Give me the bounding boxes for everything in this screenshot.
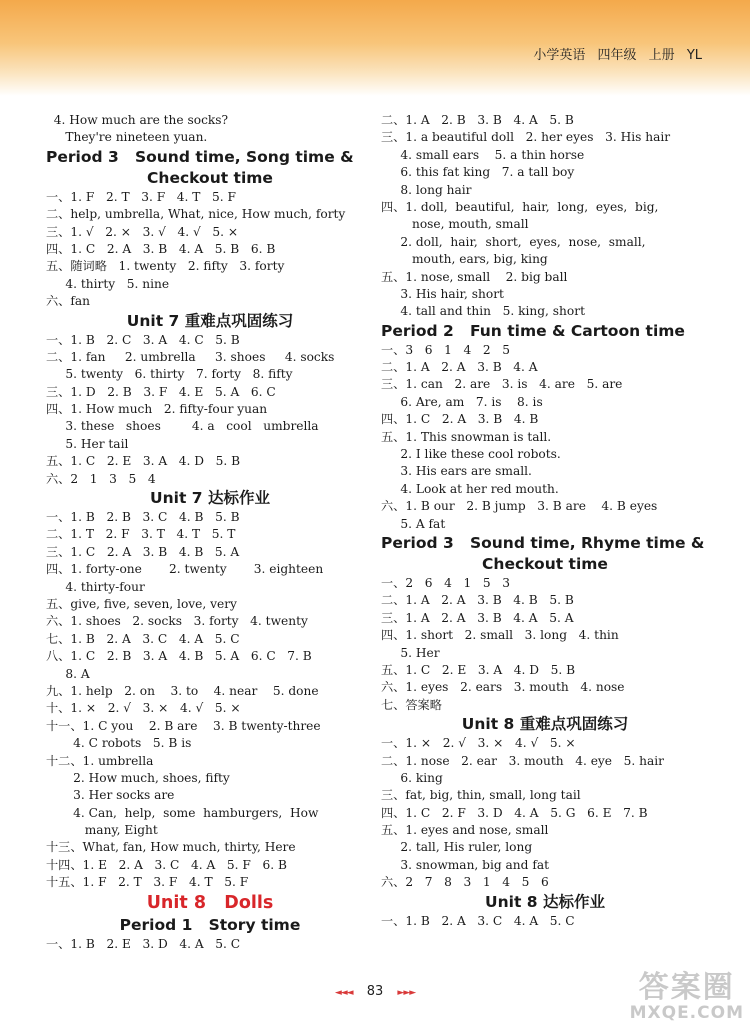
answer-line: 三、1. √ 2. × 3. √ 4. √ 5. × [46, 224, 239, 239]
answer-line: 2. tall, His ruler, long [381, 840, 533, 855]
answer-line: 十五、1. F 2. T 3. F 4. T 5. F [46, 875, 249, 890]
subject-label: 小学英语 [533, 48, 586, 63]
answer-line: 十、1. × 2. √ 3. × 4. √ 5. × [46, 701, 241, 716]
answer-line: 一、1. B 2. A 3. C 4. A 5. C [381, 913, 575, 928]
answer-line: 4. C robots 5. B is [46, 736, 192, 751]
answer-line: They're nineteen yuan. [46, 130, 208, 145]
answer-line: 二、1. A 2. B 3. B 4. A 5. B [381, 113, 574, 127]
answer-line: 一、1. F 2. T 3. F 4. T 5. F [46, 189, 237, 204]
section-heading: Period 1 Story time [119, 915, 301, 934]
answer-line: 3. Her socks are [46, 788, 175, 803]
answer-line: 5. twenty 6. thirty 7. forty 8. fifty [46, 367, 293, 382]
page-number: 83 [366, 984, 384, 999]
answer-line: 4. How much are the socks? [46, 113, 229, 127]
answer-line: 二、help, umbrella, What, nice, How much, forty [46, 207, 346, 222]
answer-line: 六、1. shoes 2. socks 3. forty 4. twenty [46, 614, 308, 629]
answer-line: 三、1. a beautiful doll 2. her eyes 3. His hair [381, 130, 671, 145]
answer-line: 二、1. A 2. A 3. B 4. A [381, 360, 538, 375]
watermark-url: MXQE.COM [629, 1003, 744, 1023]
answer-line: 四、1. short 2. small 3. long 4. thin [381, 628, 619, 643]
section-heading: Period 3 Sound time, Rhyme time & [381, 533, 705, 552]
section-heading: Checkout time [482, 554, 608, 573]
watermark-title: 答案圈 [638, 970, 735, 1005]
answer-line: 七、1. B 2. A 3. C 4. A 5. C [46, 631, 240, 646]
answer-line: 二、1. T 2. F 3. T 4. T 5. T [46, 527, 236, 542]
answer-line: 一、1. × 2. √ 3. × 4. √ 5. × [381, 736, 576, 751]
answer-line: 一、2 6 4 1 5 3 [381, 575, 511, 590]
answer-line: 三、1. A 2. A 3. B 4. A 5. A [381, 610, 574, 625]
prev-arrows-icon: ◄◄◄ [334, 988, 353, 998]
answer-line: 六、2 1 3 5 4 [46, 471, 156, 486]
section-heading: Unit 7 达标作业 [150, 489, 270, 508]
section-heading: Checkout time [147, 168, 273, 187]
answer-line: 五、1. eyes and nose, small [381, 823, 549, 838]
section-heading: Period 2 Fun time & Cartoon time [381, 321, 685, 340]
answer-line: 六、fan [46, 294, 91, 309]
answer-line: 四、1. C 2. A 3. B 4. B [381, 412, 539, 427]
book-header [533, 44, 702, 63]
section-heading: Unit 7 重难点巩固练习 [126, 311, 294, 330]
answer-line: 三、1. can 2. are 3. is 4. are 5. are [381, 377, 623, 392]
answer-line: 九、1. help 2. on 3. to 4. near 5. done [46, 683, 319, 698]
answer-line: 5. A fat [381, 516, 446, 531]
answer-line: 2. I like these cool robots. [381, 447, 561, 462]
section-heading: Period 3 Sound time, Song time & [46, 147, 354, 166]
answer-line: 二、1. nose 2. ear 3. mouth 4. eye 5. hair [381, 753, 664, 768]
answer-line: 6. this fat king 7. a tall boy [381, 165, 575, 180]
volume-label: 上册 [648, 48, 675, 63]
answer-line: 6. Are, am 7. is 8. is [381, 394, 543, 409]
answer-line: 6. king [381, 770, 443, 785]
answer-line: 四、1. How much 2. fifty-four yuan [46, 402, 268, 417]
answer-line: 2. How much, shoes, fifty [46, 770, 230, 785]
answer-line: 8. long hair [381, 182, 472, 197]
answer-line: 3. snowman, big and fat [381, 857, 550, 872]
answer-line: mouth, ears, big, king [381, 252, 548, 267]
answer-line: 六、1. B our 2. B jump 3. B are 4. B eyes [381, 499, 658, 514]
answer-line: 五、1. C 2. E 3. A 4. D 5. B [46, 454, 241, 469]
answer-line: 4. Look at her red mouth. [381, 481, 559, 496]
grade-label: 四年级 [597, 48, 637, 63]
answer-line: 8. A [46, 666, 90, 681]
next-arrows-icon: ►►► [397, 988, 416, 998]
answer-line: 一、3 6 1 4 2 5 [381, 342, 511, 357]
answer-line: 七、答案略 [381, 697, 442, 712]
edition-label: YL [686, 48, 702, 63]
answer-line: 五、随词略 1. twenty 2. fifty 3. forty [46, 259, 285, 274]
answer-line: 5. Her tail [46, 436, 129, 451]
answer-line: 三、fat, big, thin, small, long tail [381, 788, 581, 803]
answer-line: 4. thirty 5. nine [46, 276, 170, 291]
unit-heading: Unit 8 Dolls [146, 892, 274, 913]
answer-line: 八、1. C 2. B 3. A 4. B 5. A 6. C 7. B [46, 649, 312, 664]
watermark-logo [630, 972, 744, 1022]
answer-line: 五、1. C 2. E 3. A 4. D 5. B [381, 662, 576, 677]
answer-line: 十四、1. E 2. A 3. C 4. A 5. F 6. B [46, 857, 287, 872]
answer-line: 3. His ears are small. [381, 464, 532, 479]
section-heading: Unit 8 达标作业 [485, 892, 605, 911]
answer-line: 三、1. D 2. B 3. F 4. E 5. A 6. C [46, 384, 276, 399]
answer-line: many, Eight [46, 823, 158, 838]
answer-line: 六、1. eyes 2. ears 3. mouth 4. nose [381, 680, 625, 695]
answer-line: 五、give, five, seven, love, very [46, 596, 237, 611]
answer-line: 十三、What, fan, How much, thirty, Here [46, 840, 296, 855]
answer-line: 四、1. forty-one 2. twenty 3. eighteen [46, 562, 324, 577]
answer-line: 四、1. C 2. F 3. D 4. A 5. G 6. E 7. B [381, 805, 648, 820]
answer-line: 十一、1. C you 2. B are 3. B twenty-three [46, 718, 321, 733]
answer-line: 4. Can, help, some hamburgers, How [46, 805, 319, 820]
answer-line: 一、1. B 2. C 3. A 4. C 5. B [46, 332, 240, 347]
answer-line: 3. His hair, short [381, 286, 504, 301]
answer-line: 十二、1. umbrella [46, 753, 154, 768]
answer-line: nose, mouth, small [381, 217, 529, 232]
right-column [381, 112, 709, 930]
answer-line: 2. doll, hair, short, eyes, nose, small, [381, 234, 646, 249]
left-column [46, 112, 374, 953]
answer-line: 4. thirty-four [46, 579, 145, 594]
answer-line: 4. tall and thin 5. king, short [381, 304, 585, 319]
answer-line: 4. small ears 5. a thin horse [381, 147, 585, 162]
answer-line: 3. these shoes 4. a cool umbrella [46, 419, 319, 434]
answer-line: 二、1. fan 2. umbrella 3. shoes 4. socks [46, 349, 335, 364]
answer-line: 5. Her [381, 645, 440, 660]
answer-line: 一、1. B 2. E 3. D 4. A 5. C [46, 936, 241, 951]
section-heading: Unit 8 重难点巩固练习 [461, 715, 629, 734]
answer-line: 五、1. nose, small 2. big ball [381, 269, 568, 284]
answer-line: 四、1. C 2. A 3. B 4. A 5. B 6. B [46, 241, 276, 256]
answer-line: 五、1. This snowman is tall. [381, 429, 552, 444]
answer-line: 四、1. doll, beautiful, hair, long, eyes, big, [381, 199, 659, 214]
answer-line: 六、2 7 8 3 1 4 5 6 [381, 875, 549, 890]
answer-line: 三、1. C 2. A 3. B 4. B 5. A [46, 544, 240, 559]
answer-line: 二、1. A 2. A 3. B 4. B 5. B [381, 593, 574, 608]
answer-line: 一、1. B 2. B 3. C 4. B 5. B [46, 510, 240, 525]
